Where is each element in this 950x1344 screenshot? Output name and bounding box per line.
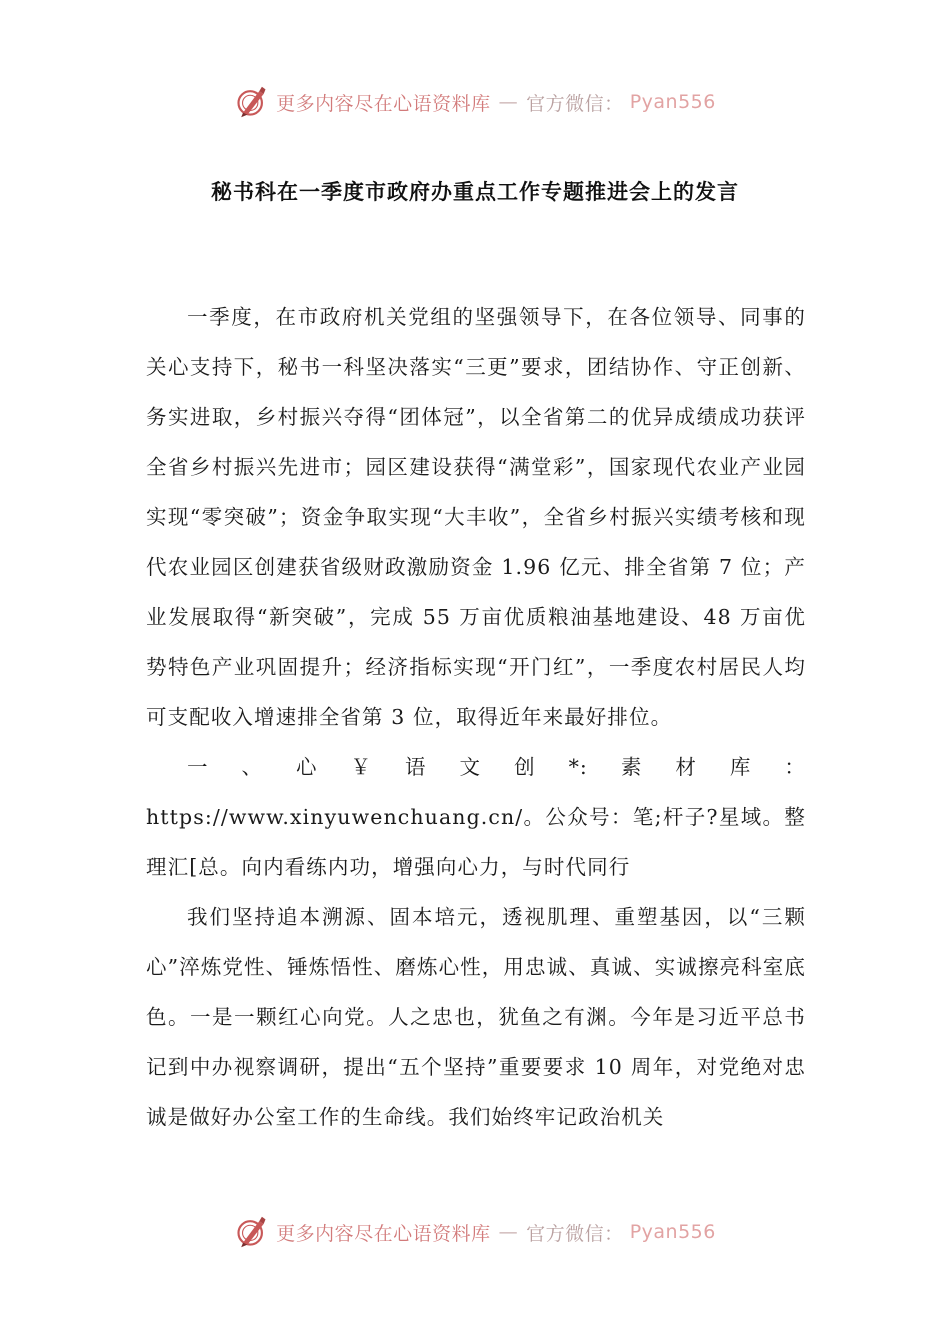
watermark-text: 更多内容尽在心语资料库 — [276, 1222, 491, 1245]
watermark-separator: — — [498, 91, 519, 113]
pen-logo-icon — [234, 84, 270, 120]
document-title: 秘书科在一季度市政府办重点工作专题推进会上的发言 — [211, 180, 739, 204]
paragraph: 我们坚持追本溯源、固本培元，透视肌理、重塑基因，以“三颗心”淬炼党性、锤炼悟性、磨炼心性，用忠诚、真诚、实诚擦亮科室底色。一是一颗红心向党。人之忠也，犹鱼之有渊。今年是习近平总书记到中办视察调研，提出“五个坚持”重要要求 10 周年，对党绝对忠诚是做好办公室工作的生命线。我们始终牢记政治机关 — [146, 905, 806, 1129]
watermark-banner-bottom — [0, 1212, 950, 1252]
watermark-wechat-id: Pyan556 — [629, 1221, 716, 1243]
paragraph: 一季度，在市政府机关党组的坚强领导下，在各位领导、同事的关心支持下，秘书一科坚决落实“三更”要求，团结协作、守正创新、务实进取，乡村振兴夺得“团体冠”，以全省第二的优异成绩成功获评全省乡村振兴先进市；园区建设获得“满堂彩”，国家现代农业产业园实现“零突破”；资金争取实现“大丰收”，全省乡村振兴实绩考核和现代农业园区创建获省级财政激励资金 1.96 亿元、排全省第 7 位；产业发展取得“新突破”，完成 55 万亩优质粮油基地建设、48 万亩优势特色产业巩固提升；经济指标实现“开门红”，一季度农村居民人均可支配收入增速排全省第 3 位，取得近年来最好排位。 — [146, 305, 806, 729]
document-body — [146, 292, 806, 1142]
watermark-wechat-id: Pyan556 — [629, 91, 716, 113]
pen-logo-icon — [234, 1214, 270, 1250]
watermark-separator: — — [498, 1221, 519, 1243]
watermark-wechat-label: 官方微信： — [526, 1222, 624, 1245]
watermark-text: 更多内容尽在心语资料库 — [276, 92, 491, 115]
watermark-banner-top — [0, 82, 950, 122]
watermark-wechat-label: 官方微信： — [526, 92, 624, 115]
paragraph: 一、心￥语文创*:素材库：https://www.xinyuwenchuang.cn/。公众号：笔;杆子?星域。整理汇[总。向内看练内功，增强向心力，与时代同行 — [146, 755, 806, 879]
